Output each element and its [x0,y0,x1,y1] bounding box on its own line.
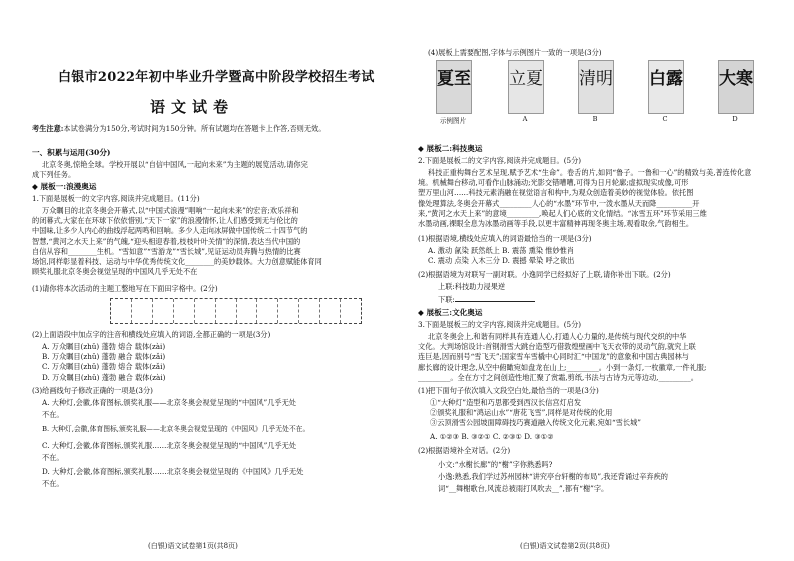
couplet-lower[interactable] [438,294,535,305]
passage-line: _________。全在方寸之间创造性地汇聚了赏霜,剪纸,书法与古诗为元等边动,_________。 [418,372,698,382]
passage-line: 万众瞩目的北京冬奥会开幕式,以“中国式浪漫”唱响“一起向未来”的宏音;欢乐祥和 [42,206,299,215]
passage-line: 文化。大判场馆设计:首钢滑雪大跳台造型巧借敦煌壁画中飞天衣带的灵动气韵,就究上联 [418,342,696,352]
passage-3 [418,332,707,383]
section-heading: 一、积累与运用(30分) [32,148,111,157]
options-1-2 [42,342,165,383]
calligraphy-char: 立夏 [509,69,543,89]
calligraphy-row [430,60,770,140]
dialog [438,460,668,495]
option[interactable]: A. 大种灯,会徽,体育图标,颁奖礼服——北京冬奥会视觉呈现的“中国风”几乎无处 [42,398,296,407]
dialog-line: 词“__舞榭歌台,风流总被雨打风吹去__”,都有“榭”字。 [438,484,609,494]
page-footer-right: (白银)语文试卷第2页(共8页) [520,542,610,550]
option[interactable]: D. 大种灯,会徽,体育图标,颁奖礼服……北京冬奥会视觉呈现的《中国风》几乎无处 [42,467,304,477]
calligraphy-char: 大寒 [719,69,753,89]
couplet-upper: 上联:科技助力浸果逆 [438,282,506,291]
question-1: 1.下面是展板一的文字内容,阅读并完成题目。(11分) [32,194,200,203]
couplet-lower-label: 下联: [438,295,455,304]
question-2-2: (2)根据语境为对联写一副对联。小逸同学已经拟好了上联,请你补出下联。(2分) [418,270,671,279]
question-3-1: (1)把下面句子依次填入文段空白处,最恰当的一项是(3分) [418,386,599,395]
intro-line-2: 成下列任务。 [32,170,76,179]
calligraphy-char: 白露 [649,69,683,89]
passage-line: 廊长廊的设计理念,从空中俯瞰宛如盘龙在山上;_________。小到一条灯,一枚徽章,一件礼服; [418,362,707,372]
calligraphy-art [437,61,471,113]
sentence-list [430,398,641,429]
question-1-3: (3)给画线句子修改正确的一项是(3分) [32,386,153,395]
image-caption: 示例图片 [439,117,467,125]
calligraphy-image-example [436,60,472,114]
question-2-1: (1)根据语境,横线处应填入的词语最恰当的一项是(3分) [418,234,592,243]
calligraphy-image-a[interactable] [508,60,544,114]
answer-blank[interactable] [455,294,535,302]
notice-text: 本试卷满分为150分,考试时间为150分钟。所有试题均在答题卡上作答,否则无效。 [63,124,326,133]
passage-line: 顾奖礼服北京冬奥会视觉呈现的中国风几乎无处不在 [32,267,198,277]
options-3-1[interactable]: A. ①②③ B. ③②① C. ②③① D. ③①② [430,432,554,441]
exam-title: 白银市2022年初中毕业升学暨高中阶段学校招生考试 [58,70,375,85]
calligraphy-art [649,61,683,113]
calligraphy-image-d[interactable] [718,60,754,114]
option[interactable]: A. 万众瞩目(zhǔ) 蓬勃 熔合 载体(zài) [42,342,166,351]
panel-heading-1: ◆ 展板一:浪漫奥运 [32,182,97,191]
question-1-1: (1)请你将本次活动的主题工整地写在下面田字格中。(2分) [32,284,218,293]
dialog-line: 小文:“水榭长廊”的“榭”字你熟悉吗? [438,460,553,469]
panel-heading-2: ◆ 展板二:科技奥运 [418,144,483,153]
intro-line-1: 北京冬奥,惊艳全球。学校开展以“自信中国风,一起向未来”为主题的展览活动,请你完 [42,160,308,169]
sentence-item: ①“大种灯”造型和巧思都受到西汉长信宫灯启发 [430,398,582,407]
calligraphy-art [509,61,543,113]
notice [32,124,325,134]
image-caption: A [522,115,528,123]
calligraphy-art [579,61,613,113]
passage-2 [418,168,752,229]
options-1-3 [42,398,309,489]
passage-line: 塑万里山河……科技元素消融在视觉语言和构中,为观众创造着美妙的视觉体验。依托图 [418,188,694,198]
passage-line: 自信从容和________生机。“雪如意”“雪游龙”“雪长城”,见证运动员奔腾与热情的比赛 [32,246,301,256]
calligraphy-char: 夏至 [437,69,471,89]
option[interactable]: B. 万众瞩目(zhǔ) 蓬勃 融合 载体(zǎi) [42,352,166,362]
writing-grid[interactable] [110,298,362,324]
option[interactable]: A. 激动 氤染 跃然纸上 B. 震荡 熏染 惟妙惟肖 [428,246,575,255]
option-cont: 不在。 [42,410,64,420]
passage-line: 场馆,同样彰显着科技、运动与中华优秀传统文化________的美妙载体。大力创意赋能体育同 [32,257,322,267]
option-cont: 不在。 [42,452,64,462]
question-1-2: (2)上面语段中加点字的注音和横线处应填入的词语,全都正确的一项是(3分) [32,330,271,339]
option[interactable]: B. 大种灯,会徽,体育图标,颁奖礼服——北京冬奥会视觉呈现的《中国风》几乎无处不在。 [42,425,310,434]
image-caption: D [732,115,738,123]
passage-line: 像处理算法,冬奥会开幕式_________人心的“水墨”环节中,一泼水墨从天而降__________开 [418,198,700,208]
sentence-item: ③云顶滑雪公园坡面障碍技巧赛道融入传统文化元素,宛如“雪长城” [430,418,641,428]
option[interactable]: C. 万众瞩目(zhǔ) 蓬勃 熔合 载体(zǎi) [42,362,166,372]
passage-1 [32,206,322,277]
subject-title: 语文试卷 [150,98,235,116]
option-cont: 不在。 [42,479,64,489]
calligraphy-image-c[interactable] [648,60,684,114]
passage-line: 科技正重构舞台艺术呈现,赋予艺术“生命”。卷舌的片,如同“鲁子。一鲁和一心”的精致与美,普连传化意 [428,168,752,177]
question-2: 2.下面是展板二的文字内容,阅读并完成题目。(5分) [418,156,582,165]
passage-line: 北京冬奥会上,和谐有同样具有连通人心,打通人心力量的,是传统与现代交织的中华 [428,332,687,341]
page-footer-left: (白银)语文试卷第1页(共8页) [148,542,238,550]
passage-line: 来,“黄河之水天上来”的意境_________,唤起人们心底的文化情结。“冰雪五环”环节采用三维 [418,208,707,218]
right-page [400,0,794,561]
option[interactable]: D. 万众瞩目(zhǔ) 蓬勃 融合 载体(zài) [42,372,166,382]
question-3: 3.下面是展板三的文字内容,阅读并完成题目。(5分) [418,320,582,329]
passage-line: 境。机械舞台移动,可看作山脉涌动;光影交错嘈嘈,可得为日月轮廓;虚拟现实成像,可形 [418,178,689,188]
dialog-line: 小逸:熟悉,我们学过苏州园林“讲究亭台轩榭的布局”,我还背诵过辛弃疾的 [438,472,668,482]
question-3-2: (2)根据语境补全对话。(2分) [418,446,511,455]
passage-line: 连巨是,因而别号“雪飞天”;国家雪车雪橇中心同时汇“中国龙”的意象和中国古典园林与 [418,352,689,362]
notice-label: 考生注意: [32,124,64,133]
options-2-1 [428,246,574,266]
passage-line: 的闭幕式,大家在在环球下依依惜别,“天下一家”的浪漫情怀,让人们感受到无与伦比的 [32,216,298,226]
option[interactable]: C. 大种灯,会徽,体育图标,颁奖礼服……北京冬奥会视觉呈现的“中国风”几乎无处 [42,440,297,450]
panel-heading-3: ◆ 展板三:文化奥运 [418,308,483,317]
calligraphy-art [719,61,753,113]
option[interactable]: C. 震动 点染 入木三分 D. 震撼 晕染 呼之欲出 [428,256,575,266]
passage-line: 水墨动画,裸眼全息为冰墨动画等手段,以更丰富精神再现冬奥主场,观看取余,气韵相生。 [418,219,694,229]
question-1-4: (4)展板上需要配图,字体与示例图片一致的一项是(3分) [428,48,602,57]
passage-line: 智慧,“黄河之水天上来”的气魄,“迎头相迎春着,枝枝叶叶关情”的深情,表达当代中国的 [32,236,301,246]
passage-line: 中国味,让多少人内心的曲线浮起两鸣和回响。多少人走向冰屏做中国传统二十四节气的 [32,226,308,236]
calligraphy-char: 清明 [579,69,613,89]
sentence-item: ②颁奖礼服和“鸿运山水”“唐花飞雪”,同样是对传统的化用 [430,408,613,418]
image-caption: C [662,115,668,123]
image-caption: B [592,115,598,123]
calligraphy-image-b[interactable] [578,60,614,114]
